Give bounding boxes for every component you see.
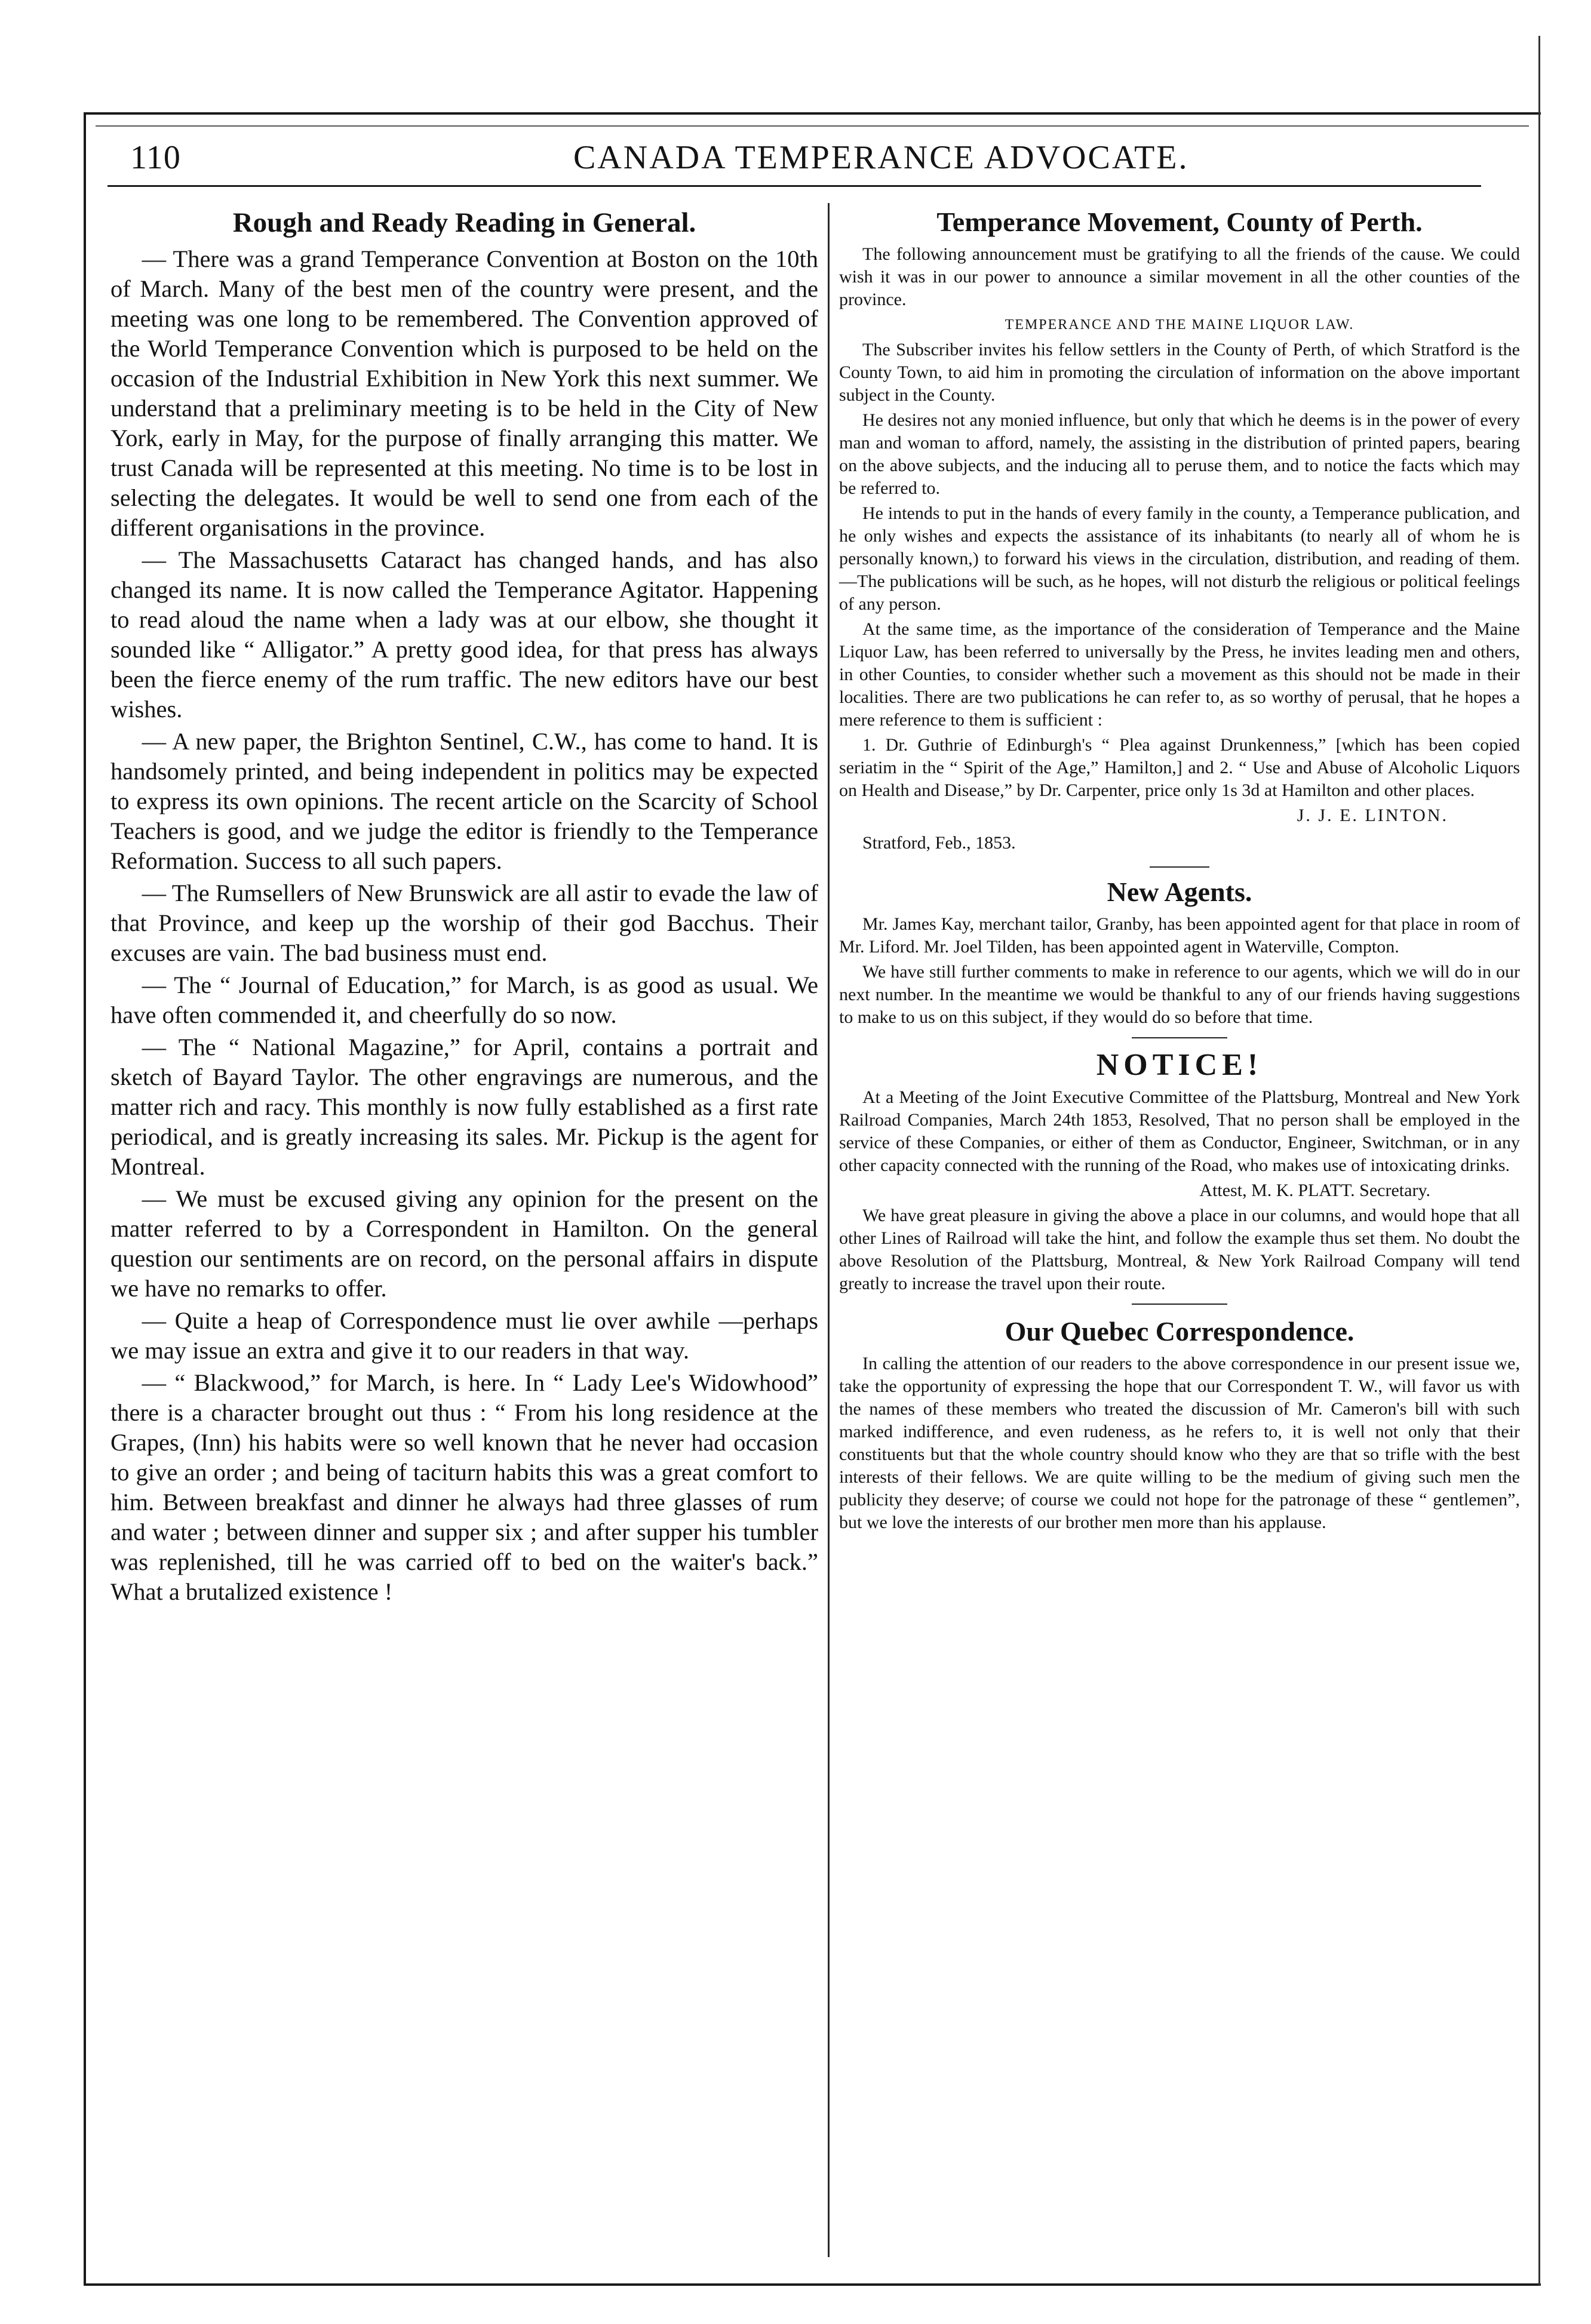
page-frame-left-rule: [84, 112, 86, 2286]
notice-attest: Attest, M. K. PLATT. Secretary.: [1199, 1181, 1430, 1200]
right-column: [839, 206, 1520, 1536]
perth-dateline: Stratford, Feb., 1853.: [862, 833, 1016, 853]
paragraph-blackwood: — “ Blackwood,” for March, is here. In “ Lady Lee's Widowhood” there is a character brought out thus : “ From his long residence at the Grapes, (Inn) his habits were so well known that he never had occasion to give an order ; and being of taciturn habits this was a great comfort to him. Between breakfast and dinner he always had three glasses of rum and water ; between dinner and supper six ; and after supper his tumbler was replenished, till he was carried off to bed on the waiter's back.” What a brutalized existence !: [110, 1369, 818, 1605]
perth-paragraph: At the same time, as the importance of the consideration of Temperance and the Maine Liquor Law, has been referred to universally by the Press, he invites leading men and others, in other Counties, to consider whether such a movement as this should not be made in their localities. There are two publications he can refer to, as so worthy of perusal, that he hopes a mere reference to them is sufficient :: [839, 619, 1520, 730]
perth-paragraph: He intends to put in the hands of every family in the county, a Temperance publication, and he only wishes and expects the assistance of its inhabitants (to nearly all of whom he is personally known,) to forward his views in the circulation, distribution, and reading of them.—The publications will be such, as he hopes, will not disturb the religious or political feelings of any person.: [839, 503, 1520, 614]
column-divider: [828, 203, 830, 2257]
running-head: CANADA TEMPERANCE ADVOCATE.: [573, 139, 1189, 176]
left-column: [110, 206, 818, 1609]
article-title-notice: NOTICE!: [1096, 1048, 1263, 1082]
perth-paragraph: The Subscriber invites his fellow settlers in the County of Perth, of which Stratford is the County Town, to aid him in promoting the circulation of information on the above important subject in the County.: [839, 340, 1520, 405]
section-divider: [1132, 1304, 1227, 1305]
paragraph-massachusetts-cataract: — The Massachusetts Cataract has changed hands, and has also changed its name. It is now called the Temperance Agitator. Happening to read aloud the name when a lady was at our elbow, she thought it sounded like “ Alligator.” A pretty good idea, for that press has always been the fierce enemy of the rum traffic. The new editors have our best wishes.: [110, 546, 818, 723]
perth-intro: The following announcement must be gratifying to all the friends of the cause. We could wish it was in our power to announce a similar movement in all the other counties of the province.: [839, 244, 1520, 309]
agents-paragraph: We have still further comments to make in reference to our agents, which we will do in our next number. In the meantime we would be thankful to any of our friends having suggestions to make to us on this subject, if they would do so before that time.: [839, 962, 1520, 1027]
paragraph-temperance-convention: — There was a grand Temperance Convention at Boston on the 10th of March. Many of the best men of the country were present, and the meeting was one long to be remembered. The Convention approved of the World Temperance Convention which is purposed to be held on the occasion of the Industrial Exhibition in New York this next summer. We understand that a preliminary meeting is to be held in the City of New York, early in May, for the purpose of finally arranging this matter. We trust Canada will be represented at this meeting. No time is to be lost in selecting the delegates. It would be well to send one from each of the different organisations in the province.: [110, 245, 818, 541]
page-number: 110: [130, 139, 181, 176]
article-title-new-agents: New Agents.: [1107, 877, 1252, 907]
agents-paragraph: Mr. James Kay, merchant tailor, Granby, has been appointed agent for that place in room of Mr. Liford. Mr. Joel Tilden, has been appointed agent in Waterville, Compton.: [839, 914, 1520, 957]
page-frame-inner-rule: [96, 125, 1529, 127]
notice-body: At a Meeting of the Joint Executive Committee of the Plattsburg, Montreal and New York Railroad Companies, March 24th 1853, Resolved, That no person shall be employed in the service of these Companies, or either of them as Conductor, Engineer, Switchman, or in any other capacity connected with the running of the Road, who makes use of intoxicating drinks.: [839, 1087, 1520, 1175]
article-title-rough-and-ready: Rough and Ready Reading in General.: [232, 207, 696, 238]
page-frame-right-rule: [1538, 36, 1540, 2286]
section-divider: [1132, 1037, 1227, 1038]
paragraph-correspondence-backlog: — Quite a heap of Correspondence must lie over awhile —perhaps we may issue an extra and give it to our readers in that way.: [110, 1307, 818, 1364]
paragraph-rumsellers-new-brunswick: — The Rumsellers of New Brunswick are all astir to evade the law of that Province, and keep up the worship of their god Bacchus. Their excuses are vain. The bad business must end.: [110, 880, 818, 966]
section-divider: [1150, 866, 1209, 868]
page-frame-bottom-rule: [84, 2283, 1541, 2286]
paragraph-brighton-sentinel: — A new paper, the Brighton Sentinel, C.W., has come to hand. It is handsomely printed, and being independent in politics may be expected to express its own opinions. The recent article on the Scarcity of School Teachers is good, and we judge the editor is friendly to the Temperance Reformation. Success to all such papers.: [110, 728, 818, 874]
perth-signature: J. J. E. LINTON.: [1297, 806, 1448, 825]
article-title-perth: Temperance Movement, County of Perth.: [936, 207, 1423, 237]
quebec-body: In calling the attention of our readers to the above correspondence in our present issue we, take the opportunity of expressing the hope that our Correspondent T. W., will favor us with the names of these members who treated the discussion of Mr. Cameron's bill with such marked indifference, and even rudeness, as he refers to, it is well not only that their constituents but that the whole country should know who they are that so trifle with the best interests of their fellows. We are quite willing to be the medium of giving such men the publicity they deserve; of course we could not hope for the patronage of these “ gentlemen”, but we love the interests of our brother men more than his applause.: [839, 1354, 1520, 1532]
article-title-quebec: Our Quebec Correspondence.: [1005, 1316, 1354, 1347]
paragraph-journal-of-education: — The “ Journal of Education,” for March, is as good as usual. We have often commended it, and cheerfully do so now.: [110, 972, 818, 1028]
perth-paragraph: 1. Dr. Guthrie of Edinburgh's “ Plea against Drunkenness,” [which has been copied seriatim in the “ Spirit of the Age,” Hamilton,] and 2. “ Use and Abuse of Alcoholic Liquors on Health and Disease,” by Dr. Carpenter, price only 1s 3d at Hamilton and other places.: [839, 735, 1520, 800]
notice-followup: We have great pleasure in giving the above a place in our columns, and would hope that all other Lines of Railroad will take the hint, and follow the example thus set them. No doubt the above Resolution of the Plattsburg, Montreal, & New York Railroad Company will tend greatly to increase the travel upon their route.: [839, 1206, 1520, 1293]
header-rule: [108, 185, 1481, 187]
perth-subhead: TEMPERANCE AND THE MAINE LIQUOR LAW.: [1005, 317, 1354, 333]
paragraph-hamilton-correspondent: — We must be excused giving any opinion for the present on the matter referred to by a Correspondent in Hamilton. On the general question our sentiments are on record, on the personal affairs in dispute we have no remarks to offer.: [110, 1185, 818, 1302]
paragraph-national-magazine: — The “ National Magazine,” for April, contains a portrait and sketch of Bayard Taylor. The other engravings are numerous, and the matter rich and racy. This monthly is now fully established as a first rate periodical, and is greatly increasing its sales. Mr. Pickup is the agent for Montreal.: [110, 1034, 818, 1180]
perth-paragraph: He desires not any monied influence, but only that which he deems is in the power of every man and woman to afford, namely, the assisting in the distribution of printed papers, bearing on the above subjects, and the inducing all to peruse them, and to notice the facts which may be referred to.: [839, 410, 1520, 498]
page-frame-top-rule: [84, 112, 1541, 115]
